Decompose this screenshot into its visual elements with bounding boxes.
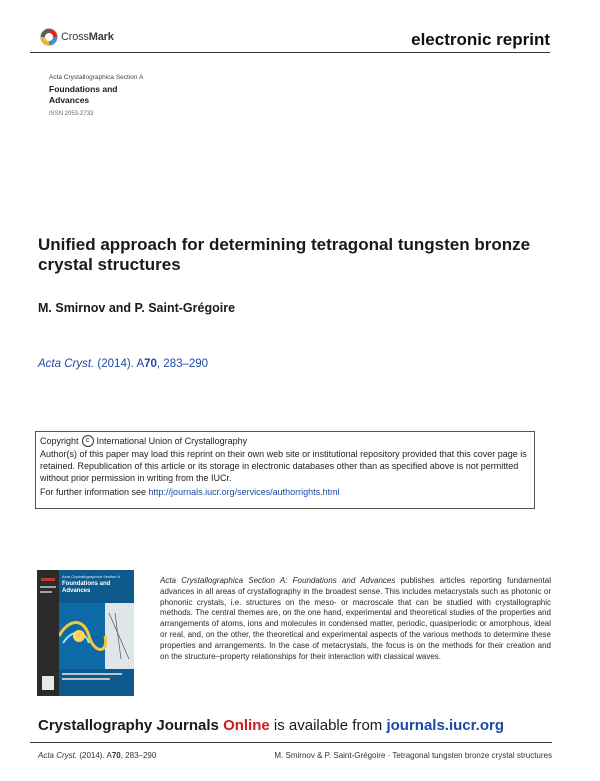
journal-section: Acta Crystallographica Section A [49,74,144,81]
copyright-holder: International Union of Crystallography [96,436,248,446]
journals-link[interactable]: journals.iucr.org [386,717,504,734]
cover-section-text: Acta Crystallographica Section A [62,574,121,579]
citation-volume-prefix: A [136,358,145,370]
citation-link[interactable] [38,358,208,370]
copyright-box [35,431,535,509]
cover-title-text: Foundations and Advances [62,581,111,594]
footer-divider [30,742,552,743]
footer-running-title: M. Smirnov & P. Saint-Grégoire · Tetragonal tungsten bronze crystal structures [274,751,552,760]
online-tagline [38,717,504,734]
footer-year: (2014). [77,751,107,760]
cover-logo [42,676,54,690]
tagline-online: Online [223,717,270,734]
journal-block [49,74,143,117]
copyright-more-prefix: For further information see [40,487,149,497]
footer-volume-prefix: A [106,751,112,760]
tagline-part2: is available from [269,717,387,734]
header-divider [30,52,550,53]
article-title: Unified approach for determining tetragonal tungsten bronze crystal structures [38,235,531,274]
description-body: publishes articles reporting fundamental advances in all areas of crystallography in the broadest sense. This includes metacrystals such as photonic or phononic crystals, i.e. structures on the meso- or macroscale that can be studied with crystallographic methods. The central themes are, on the one hand, experimental and theoretical studies of the properties and arrangements of atoms, ions and molecules in condensed matter, periodic, quasiperiodic or amorphous, ideal or real, and, on the other, the theoretical and experimental aspects of the various methods to determine these properties and arrangements. In the case of metacrystals, the focus is on the methods for their creation and on the structure–property relationships for their interaction with classical waves. [160,576,551,661]
citation-volume: 70 [144,358,157,370]
cover-spine-accent [41,578,55,581]
tagline-part1: Crystallography Journals [38,717,224,734]
cover-spine-text-2 [40,591,52,593]
footer-journal: Acta Cryst. [38,751,78,760]
journal-issn: ISSN 2053-2733 [49,111,94,117]
reprint-label: electronic reprint [411,30,550,49]
footer-pages: , 283–290 [120,751,157,760]
footer-volume: 70 [111,751,121,760]
crossmark-logo[interactable] [40,26,114,48]
citation-year: (2014). [94,358,137,370]
copyright-prefix: Copyright [40,436,79,446]
footer-citation [38,751,156,760]
citation-journal: Acta Cryst. [38,358,95,370]
cover-footer-text-2 [62,678,110,680]
crossmark-icon [40,28,58,46]
journal-name: Foundations and Advances [49,84,118,105]
author-rights-link[interactable]: http://journals.iucr.org/services/authorrights.html [148,487,340,497]
journal-description [160,576,551,662]
crossmark-label: CrossMark [61,31,114,43]
citation-pages: , 283–290 [156,358,209,370]
cover-spine-text [40,586,56,588]
copyright-line [40,435,530,447]
journal-cover-image [37,570,134,696]
article-authors: M. Smirnov and P. Saint-Grégoire [38,301,236,315]
cover-footer-text [62,673,122,675]
copyright-more [40,486,530,498]
copyright-icon: c [82,435,94,447]
cover-artwork [59,603,134,669]
copyright-body: Author(s) of this paper may load this reprint on their own web site or institutional repository provided that this cover page is retained. Republication of this article or its storage in electronic databases other than as specified above is not permitted without prior permission in writing from the IUCr. [40,449,527,483]
description-journal-name: Acta Crystallographica Section A: Foundations and Advances [160,576,396,585]
